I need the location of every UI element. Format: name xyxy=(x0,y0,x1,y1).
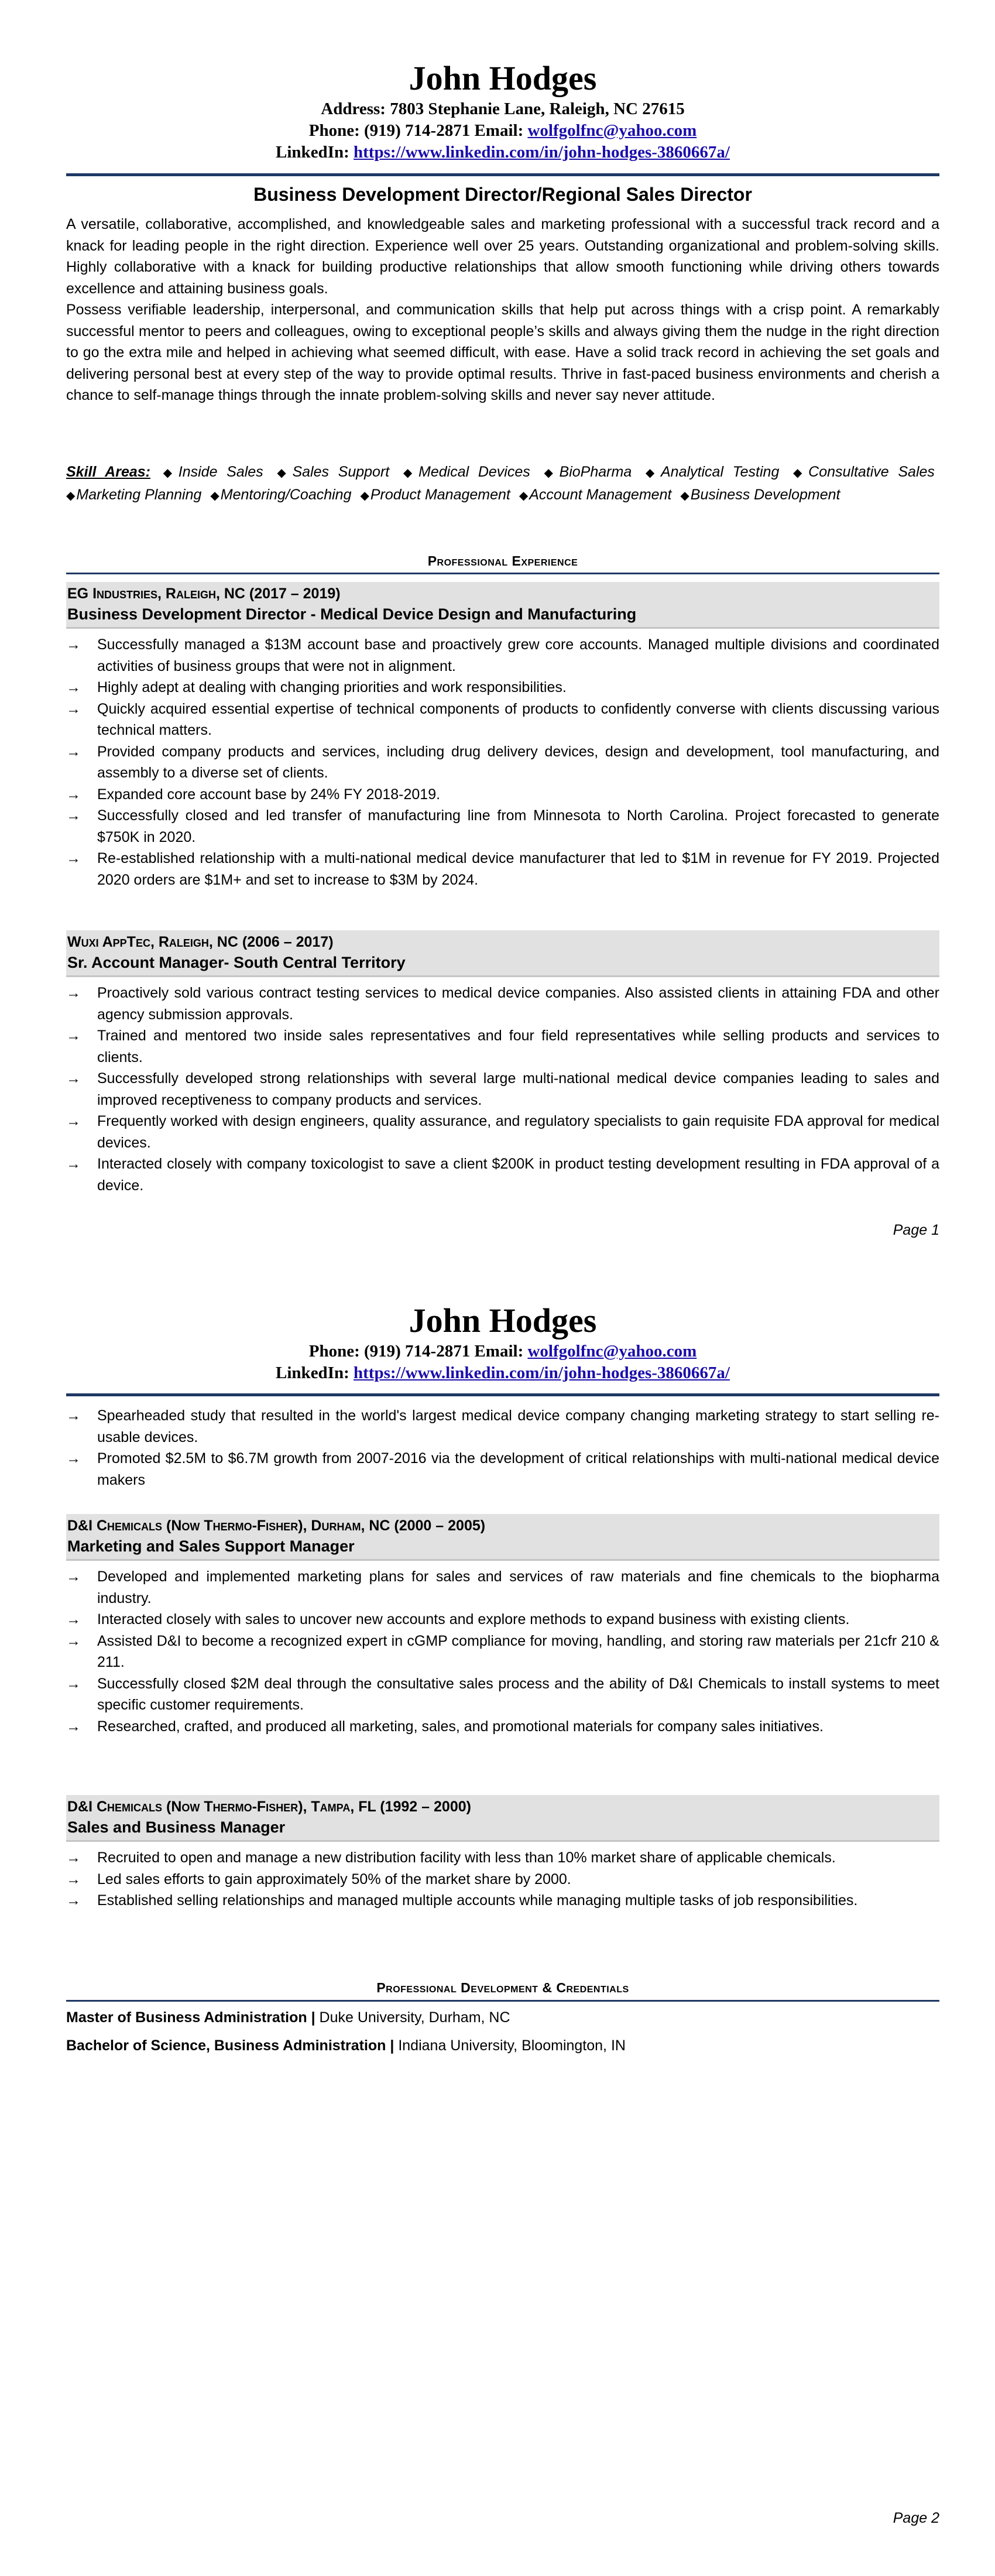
bullet-item xyxy=(66,1068,939,1111)
job-eg-industries xyxy=(66,582,939,890)
arrow-right-icon: → xyxy=(66,1675,81,1692)
skill-item xyxy=(277,464,389,480)
bullet-text: Successfully closed $2M deal through the consultative sales process and the ability of D&I Chemicals to install systems to meet specific customer requirements. xyxy=(97,1675,939,1713)
diamond-bullet-icon: ◆ xyxy=(519,489,529,502)
arrow-right-icon: → xyxy=(66,1871,81,1888)
diamond-bullet-icon: ◆ xyxy=(645,467,660,479)
job-di-chemicals-tampa xyxy=(66,1795,939,1912)
candidate-name: John Hodges xyxy=(409,1301,597,1340)
degree: Master of Business Administration | xyxy=(66,2009,315,2026)
bullet-item xyxy=(66,1609,939,1630)
arrow-right-icon: → xyxy=(66,1892,81,1909)
bullet-text: Developed and implemented marketing plans for sales and services of raw materials and fine chemicals to the biopharma industry. xyxy=(97,1568,939,1606)
bullet-item xyxy=(66,1566,939,1609)
bullet-item xyxy=(66,634,939,677)
skill-areas xyxy=(66,461,939,506)
job-wuxi-apptec xyxy=(66,930,939,1196)
education-list xyxy=(66,2007,939,2056)
skill-text: Product Management xyxy=(370,486,510,503)
bullet-item xyxy=(66,1716,939,1738)
job-header xyxy=(66,930,939,977)
email-link[interactable]: wolfgolfnc@yahoo.com xyxy=(527,121,697,140)
resume-page-2 xyxy=(0,1288,995,2576)
skill-text: Analytical Testing xyxy=(661,464,780,480)
arrow-right-icon: → xyxy=(66,1113,81,1129)
phone-email-line xyxy=(66,1341,939,1362)
arrow-right-icon: → xyxy=(66,679,81,696)
header-divider xyxy=(66,1393,939,1396)
arrow-right-icon: → xyxy=(66,1718,81,1735)
skill-text: Consultative Sales xyxy=(808,464,935,480)
job-header xyxy=(66,1795,939,1842)
candidate-name: John Hodges xyxy=(409,59,597,97)
arrow-right-icon: → xyxy=(66,1156,81,1172)
bullet-text: Trained and mentored two inside sales representatives and four field representatives while selling products and services to clients. xyxy=(97,1027,939,1066)
summary-paragraph: A versatile, collaborative, accomplished, and knowledgeable sales and marketing professional with a successful track record and a knack for leading people in the right direction. Experience well over 25 years. Outstanding organizational and problem-solving skills. Highly collaborative with a knack for building productive relationships that allow smooth functioning while driving others towards excellence and attaining business goals. xyxy=(66,216,939,297)
linkedin-link[interactable]: https://www.linkedin.com/in/john-hodges-3860667a/ xyxy=(354,1364,730,1382)
diamond-bullet-icon: ◆ xyxy=(680,489,689,502)
bullet-text: Interacted closely with company toxicologist to save a client $200K in product testing development resulting in FDA approval of a device. xyxy=(97,1156,939,1194)
job-bullets xyxy=(66,1405,939,1491)
linkedin-link[interactable]: https://www.linkedin.com/in/john-hodges-3860667a/ xyxy=(354,143,730,162)
education-item xyxy=(66,2035,939,2056)
arrow-right-icon: → xyxy=(66,700,81,717)
bullet-item xyxy=(66,1630,939,1673)
diamond-bullet-icon: ◆ xyxy=(793,467,808,479)
skill-item xyxy=(360,487,510,503)
skill-item xyxy=(544,464,632,480)
job-header xyxy=(66,1514,939,1561)
bullet-text: Successfully closed and led transfer of manufacturing line from Minnesota to North Carolina. Project forecasted to generate $750K in 2020. xyxy=(97,807,939,845)
job-company: D&I Chemicals (Now Thermo-Fisher), Durham, NC (2000 – 2005) xyxy=(67,1517,486,1534)
section-title-experience: Professional Experience xyxy=(427,553,578,568)
experience-divider xyxy=(66,573,939,574)
section-title-education: Professional Development & Credentials xyxy=(376,1980,629,1995)
bullet-text: Interacted closely with sales to uncover new accounts and explore methods to expand business with existing clients. xyxy=(97,1611,850,1628)
arrow-right-icon: → xyxy=(66,985,81,1001)
skill-item xyxy=(646,464,779,480)
header-divider xyxy=(66,173,939,176)
school: Indiana University, Bloomington, IN xyxy=(394,2037,626,2054)
bullet-item xyxy=(66,848,939,890)
diamond-bullet-icon: ◆ xyxy=(66,489,76,502)
arrow-right-icon: → xyxy=(66,1407,81,1424)
job-header xyxy=(66,582,939,629)
skill-text: Medical Devices xyxy=(418,464,530,480)
skill-item xyxy=(66,487,201,503)
bullet-text: Quickly acquired essential expertise of technical components of products to confidently converse with clients discussing various technical matters. xyxy=(97,700,939,738)
phone-label: Phone: (919) 714-2871 Email: xyxy=(308,1342,528,1361)
education-item xyxy=(66,2007,939,2028)
diamond-bullet-icon: ◆ xyxy=(163,467,177,479)
skill-item xyxy=(793,464,935,480)
skill-item xyxy=(403,464,530,480)
bullet-text: Successfully managed a $13M account base and proactively grew core accounts. Managed multiple divisions and coordinated activities of business groups that were not in alignment. xyxy=(97,636,939,674)
bullet-text: Assisted D&I to become a recognized expert in cGMP compliance for moving, handling, and storing raw materials per 21cfr 210 & 211. xyxy=(97,1632,939,1670)
bullet-item xyxy=(66,1448,939,1491)
job-title: Business Development Director - Medical Device Design and Manufacturing xyxy=(67,605,637,623)
skill-text: Sales Support xyxy=(292,464,390,480)
arrow-right-icon: → xyxy=(66,1070,81,1087)
school: Duke University, Durham, NC xyxy=(315,2009,510,2026)
bullet-text: Promoted $2.5M to $6.7M growth from 2007-2016 via the development of critical relationships with multi-national medical device makers xyxy=(97,1450,939,1488)
summary xyxy=(66,214,939,406)
bullet-item xyxy=(66,1025,939,1068)
headline: Business Development Director/Regional Sales Director xyxy=(253,184,752,205)
skill-text: Account Management xyxy=(529,486,672,503)
bullet-item xyxy=(66,698,939,741)
job-bullets xyxy=(66,1847,939,1912)
arrow-right-icon: → xyxy=(66,1611,81,1628)
diamond-bullet-icon: ◆ xyxy=(210,489,219,502)
phone-label: Phone: (919) 714-2871 Email: xyxy=(308,121,528,140)
bullet-text: Spearheaded study that resulted in the world's largest medical device company changing marketing strategy to start selling re-usable devices. xyxy=(97,1407,939,1445)
job-wuxi-apptec-continued xyxy=(66,1405,939,1491)
bullet-text: Highly adept at dealing with changing priorities and work responsibilities. xyxy=(97,679,567,696)
bullet-item xyxy=(66,1405,939,1448)
skill-item xyxy=(210,487,351,503)
arrow-right-icon: → xyxy=(66,807,81,824)
linkedin-label: LinkedIn: xyxy=(276,143,354,162)
job-bullets xyxy=(66,1566,939,1737)
bullet-item xyxy=(66,1111,939,1153)
arrow-right-icon: → xyxy=(66,636,81,653)
bullet-item xyxy=(66,1673,939,1716)
diamond-bullet-icon: ◆ xyxy=(544,467,558,479)
bullet-item xyxy=(66,677,939,698)
education-divider xyxy=(66,2000,939,2002)
job-title: Sales and Business Manager xyxy=(67,1818,286,1836)
arrow-right-icon: → xyxy=(66,1632,81,1649)
skill-item xyxy=(163,464,263,480)
job-di-chemicals-durham xyxy=(66,1514,939,1737)
skill-text: Business Development xyxy=(690,486,840,503)
arrow-right-icon: → xyxy=(66,1849,81,1866)
linkedin-line xyxy=(66,1362,939,1384)
bullet-item xyxy=(66,982,939,1025)
job-bullets xyxy=(66,634,939,890)
bullet-item xyxy=(66,741,939,784)
skill-text: Inside Sales xyxy=(178,464,263,480)
bullet-text: Researched, crafted, and produced all marketing, sales, and promotional materials for company sales initiatives. xyxy=(97,1718,824,1735)
arrow-right-icon: → xyxy=(66,786,81,803)
page2-header xyxy=(66,1301,939,1384)
bullet-item xyxy=(66,1153,939,1196)
skill-item xyxy=(519,487,672,503)
summary-paragraph: Possess verifiable leadership, interpersonal, and communication skills that help put across things with a crisp point. A remarkably successful mentor to peers and colleagues, owing to exceptional people’s skills and always giving them the nudge in the right direction to go the extra mile and helped in achieving what seemed difficult, with ease. Have a solid track record in achieving the set goals and delivering personal best at every step of the way to provide optimal results. Thrive in fast-paced business environments and cherish a chance to self-manage things through the innate problem-solving skills and never say never attitude. xyxy=(66,302,939,403)
job-company: Wuxi AppTec, Raleigh, NC (2006 – 2017) xyxy=(67,934,334,950)
diamond-bullet-icon: ◆ xyxy=(403,467,418,479)
arrow-right-icon: → xyxy=(66,743,81,760)
arrow-right-icon: → xyxy=(66,1568,81,1585)
page-number: Page 2 xyxy=(893,2510,939,2526)
skill-text: Mentoring/Coaching xyxy=(220,486,352,503)
diamond-bullet-icon: ◆ xyxy=(277,467,291,479)
bullet-item xyxy=(66,784,939,806)
bullet-text: Successfully developed strong relationships with several large multi-national medical device companies leading to sales and improved receptiveness to company products and services. xyxy=(97,1070,939,1108)
job-company: D&I Chemicals (Now Thermo-Fisher), Tampa, FL (1992 – 2000) xyxy=(67,1799,471,1815)
phone-email-line xyxy=(66,120,939,142)
skill-text: Marketing Planning xyxy=(76,486,202,503)
bullet-text: Recruited to open and manage a new distribution facility with less than 10% market share of applicable chemicals. xyxy=(97,1849,836,1866)
page1-header xyxy=(66,59,939,163)
skill-item xyxy=(680,487,840,503)
skill-areas-label: Skill Areas: xyxy=(66,464,150,480)
bullet-text: Re-established relationship with a multi-national medical device manufacturer that led to $1M in revenue for FY 2019. Projected 2020 orders are $1M+ and set to increase to $3M by 2024. xyxy=(97,850,939,888)
job-company: EG Industries, Raleigh, NC (2017 – 2019) xyxy=(67,585,341,602)
arrow-right-icon: → xyxy=(66,1450,81,1467)
bullet-text: Proactively sold various contract testing services to medical device companies. Also assisted clients in attaining FDA and other agency submission approvals. xyxy=(97,985,939,1023)
bullet-item xyxy=(66,1847,939,1869)
bullet-item xyxy=(66,1869,939,1890)
bullet-text: Expanded core account base by 24% FY 2018-2019. xyxy=(97,786,441,803)
bullet-text: Provided company products and services, including drug delivery devices, design and development, tool manufacturing, and assembly to a diverse set of clients. xyxy=(97,743,939,781)
linkedin-line xyxy=(66,142,939,163)
job-title: Marketing and Sales Support Manager xyxy=(67,1537,355,1555)
bullet-item xyxy=(66,1890,939,1912)
job-title: Sr. Account Manager- South Central Territory xyxy=(67,954,406,971)
bullet-text: Established selling relationships and managed multiple accounts while managing multiple tasks of job responsibilities. xyxy=(97,1892,858,1909)
email-link[interactable]: wolfgolfnc@yahoo.com xyxy=(527,1342,697,1361)
bullet-text: Led sales efforts to gain approximately 50% of the market share by 2000. xyxy=(97,1871,571,1888)
skill-text: BioPharma xyxy=(559,464,632,480)
arrow-right-icon: → xyxy=(66,1027,81,1044)
linkedin-label: LinkedIn: xyxy=(276,1364,354,1382)
page-number: Page 1 xyxy=(893,1222,939,1238)
arrow-right-icon: → xyxy=(66,850,81,866)
diamond-bullet-icon: ◆ xyxy=(360,489,369,502)
address-line: Address: 7803 Stephanie Lane, Raleigh, NC 27615 xyxy=(321,100,685,118)
degree: Bachelor of Science, Business Administration | xyxy=(66,2037,394,2054)
bullet-text: Frequently worked with design engineers, quality assurance, and regulatory specialists to gain requisite FDA approval for medical devices. xyxy=(97,1113,939,1151)
bullet-item xyxy=(66,805,939,848)
job-bullets xyxy=(66,982,939,1196)
